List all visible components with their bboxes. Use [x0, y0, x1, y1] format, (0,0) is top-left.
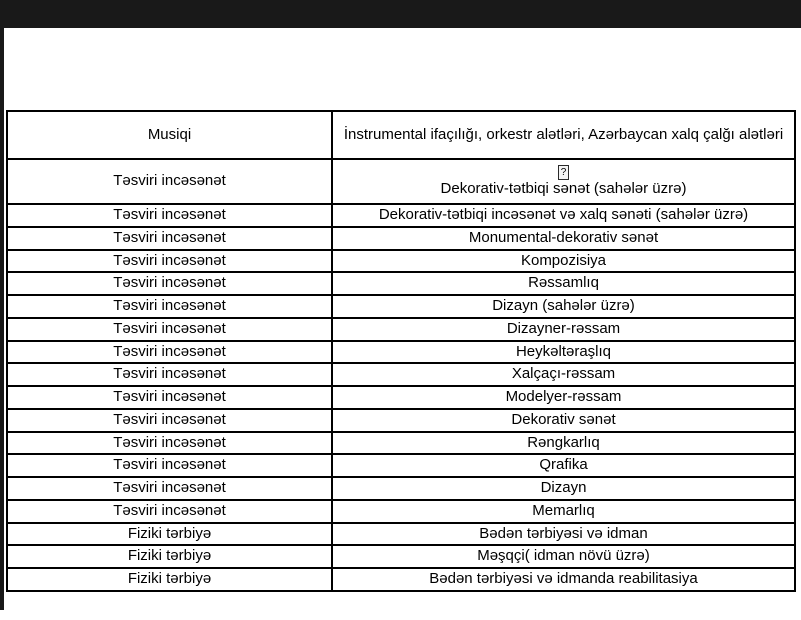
category-cell: Fiziki tərbiyə: [7, 523, 332, 546]
viewer-top-bar: [0, 0, 801, 28]
table-row: [7, 111, 795, 159]
table-row: [7, 409, 795, 432]
category-cell: Təsviri incəsənət: [7, 477, 332, 500]
category-cell: Fiziki tərbiyə: [7, 545, 332, 568]
specialty-cell: İnstrumental ifaçılığı, orkestr alətləri, Azərbaycan xalq çalğı alətləri: [332, 111, 795, 159]
table-row: [7, 250, 795, 273]
category-cell: Təsviri incəsənət: [7, 159, 332, 204]
specialty-cell: Dizayner-rəssam: [332, 318, 795, 341]
category-cell: Təsviri incəsənət: [7, 363, 332, 386]
category-cell: Təsviri incəsənət: [7, 409, 332, 432]
table-row: [7, 432, 795, 455]
category-cell: Təsviri incəsənət: [7, 204, 332, 227]
specialty-cell: Rəngkarlıq: [332, 432, 795, 455]
table-row: [7, 159, 795, 204]
specialty-cell: Rəssamlıq: [332, 272, 795, 295]
category-cell: Təsviri incəsənət: [7, 454, 332, 477]
category-cell: Təsviri incəsənət: [7, 295, 332, 318]
page-left-edge: [0, 0, 4, 610]
specialty-cell: Dekorativ sənət: [332, 409, 795, 432]
specialty-cell: Kompozisiya: [332, 250, 795, 273]
table-row: [7, 341, 795, 364]
category-cell: Təsviri incəsənət: [7, 272, 332, 295]
category-cell: Təsviri incəsənət: [7, 341, 332, 364]
missing-glyph-icon: ?: [558, 165, 569, 180]
specialty-cell: Monumental-dekorativ sənət: [332, 227, 795, 250]
category-cell: Təsviri incəsənət: [7, 432, 332, 455]
specialty-cell: Bədən tərbiyəsi və idmanda reabilitasiya: [332, 568, 795, 591]
specialty-cell: Memarlıq: [332, 500, 795, 523]
missing-glyph-line: [339, 164, 788, 180]
specialty-cell: Qrafika: [332, 454, 795, 477]
table-row: [7, 272, 795, 295]
table-row: [7, 295, 795, 318]
category-cell: Təsviri incəsənət: [7, 500, 332, 523]
table-row: [7, 227, 795, 250]
category-cell: Fiziki tərbiyə: [7, 568, 332, 591]
specialty-cell: Dizayn: [332, 477, 795, 500]
category-cell: Musiqi: [7, 111, 332, 159]
table-row: [7, 523, 795, 546]
table-row: [7, 454, 795, 477]
specialty-cell: [332, 159, 795, 204]
specialty-cell: Xalçaçı-rəssam: [332, 363, 795, 386]
category-cell: Təsviri incəsənət: [7, 227, 332, 250]
table-row: [7, 568, 795, 591]
specialty-cell: Bədən tərbiyəsi və idman: [332, 523, 795, 546]
specialty-cell: Modelyer-rəssam: [332, 386, 795, 409]
table-row: [7, 500, 795, 523]
category-cell: Təsviri incəsənət: [7, 386, 332, 409]
table-row: [7, 363, 795, 386]
specialty-cell: Dizayn (sahələr üzrə): [332, 295, 795, 318]
specialty-cell: Məşqçi( idman növü üzrə): [332, 545, 795, 568]
specialties-table: [6, 110, 796, 592]
table-row: [7, 318, 795, 341]
table-row: [7, 386, 795, 409]
table-row: [7, 204, 795, 227]
table-row: [7, 545, 795, 568]
specialty-cell: Heykəltəraşlıq: [332, 341, 795, 364]
category-cell: Təsviri incəsənət: [7, 250, 332, 273]
specialty-cell: Dekorativ-tətbiqi incəsənət və xalq sənəti (sahələr üzrə): [332, 204, 795, 227]
category-cell: Təsviri incəsənət: [7, 318, 332, 341]
specialty-text: Dekorativ-tətbiqi sənət (sahələr üzrə): [440, 180, 687, 198]
table-row: [7, 477, 795, 500]
